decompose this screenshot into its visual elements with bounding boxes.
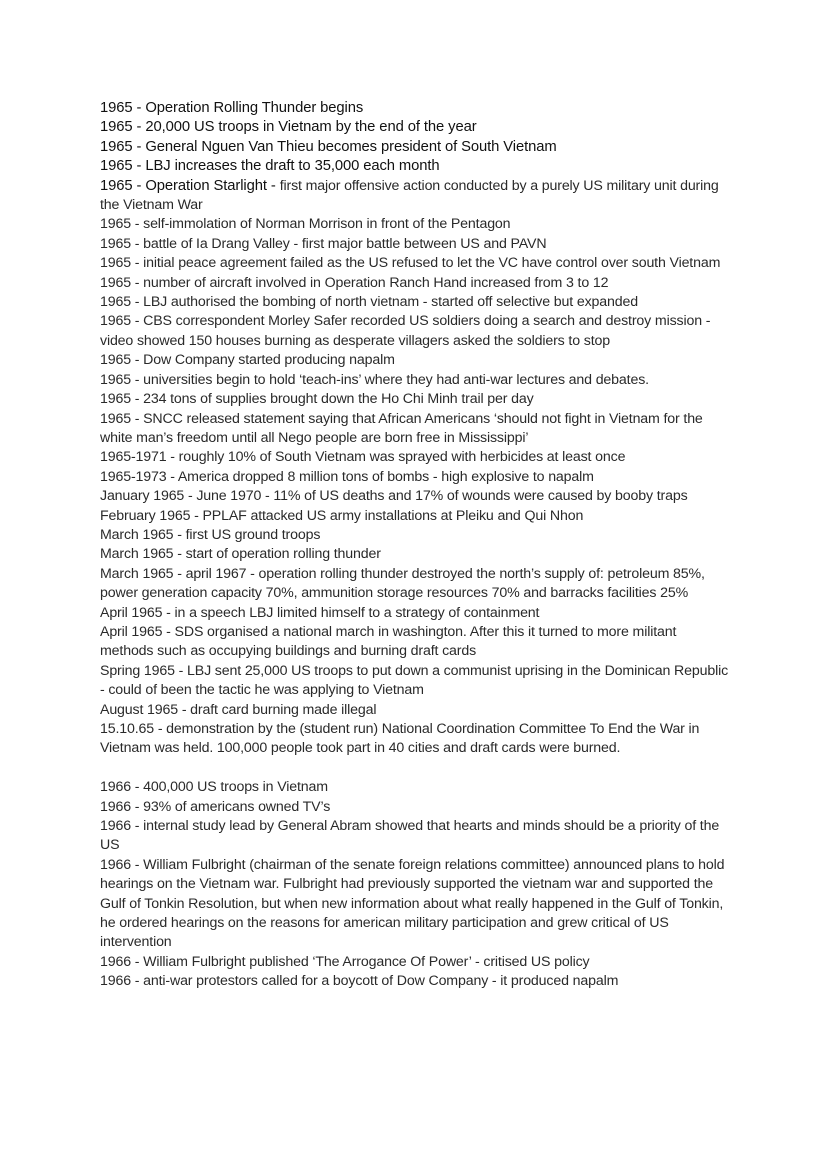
timeline-entry (100, 118, 732, 137)
timeline-entry: 1966 - 400,000 US troops in Vietnam (100, 779, 328, 796)
entry-text: first major offensive action conducted by a purely US military unit during the Vietnam War (100, 177, 719, 214)
entry-lead: 1965 - Operation Starlight - (100, 177, 280, 194)
timeline-entry: 1965 - 234 tons of supplies brought down the Ho Chi Minh trail per day (100, 391, 534, 408)
section-1965 (100, 99, 732, 759)
entry-lead: 1965 - General Nguen Van Thieu becomes president of South Vietnam (100, 138, 557, 155)
timeline-entry (100, 157, 732, 176)
timeline-entry: 1966 - anti-war protestors called for a boycott of Dow Company - it produced napalm (100, 973, 619, 990)
timeline-entry: 1965 - SNCC released statement saying that African Americans ‘should not fight in Vietnam for the white man’s freedom until all Nego people are born free in Mississippi’ (100, 410, 703, 446)
entry-lead: 1965 - LBJ increases the draft to 35,000 each month (100, 158, 440, 175)
timeline-entry: August 1965 - draft card burning made illegal (100, 701, 377, 718)
timeline-entry (100, 177, 732, 216)
timeline-entry: 1965 - number of aircraft involved in Operation Ranch Hand increased from 3 to 12 (100, 274, 609, 291)
timeline-entry: 1966 - William Fulbright published ‘The Arrogance Of Power’ - critised US policy (100, 953, 590, 970)
entry-lead: 1965 - 20,000 US troops in Vietnam by the end of the year (100, 119, 477, 136)
timeline-entry: April 1965 - in a speech LBJ limited himself to a strategy of containment (100, 604, 540, 621)
timeline-entry: 1965 - LBJ authorised the bombing of north vietnam - started off selective but expanded (100, 294, 638, 311)
timeline-entry: 1965 - self-immolation of Norman Morrison in front of the Pentagon (100, 216, 511, 233)
entry-lead: 1965 - Operation Rolling Thunder begins (100, 100, 364, 116)
timeline-entry: 1966 - 93% of americans owned TV’s (100, 798, 331, 815)
timeline-entry: 1965-1973 - America dropped 8 million tons of bombs - high explosive to napalm (100, 468, 594, 485)
timeline-entry: 1966 - William Fulbright (chairman of the senate foreign relations committee) announced plans to hold hearings on the Vietnam war. Fulbright had previously supported the vietnam war and supported the Gulf of Tonkin Resolution, but when new information about what really happened in the Gulf of Tonkin, he ordered hearings on the reasons for american military participation and grew critical of US intervention (100, 856, 725, 951)
timeline-entry: March 1965 - first US ground troops (100, 526, 321, 543)
section-1966 (100, 778, 732, 991)
document-page (100, 99, 732, 992)
timeline-entry (100, 99, 732, 118)
timeline-entry: 1965 - CBS correspondent Morley Safer recorded US soldiers doing a search and destroy mission - video showed 150 houses burning as desperate villagers asked the soldiers to stop (100, 313, 711, 349)
timeline-entry: April 1965 - SDS organised a national march in washington. After this it turned to more militant methods such as occupying buildings and burning draft cards (100, 623, 677, 660)
timeline-entry: 1965 - universities begin to hold ‘teach-ins’ where they had anti-war lectures and debates. (100, 371, 649, 388)
timeline-entry: 1965 - battle of Ia Drang Valley - first major battle between US and PAVN (100, 235, 547, 252)
timeline-entry: 1966 - internal study lead by General Abram showed that hearts and minds should be a priority of the US (100, 818, 720, 854)
timeline-entry (100, 138, 732, 157)
timeline-entry: 1965 - Dow Company started producing napalm (100, 352, 395, 369)
timeline-entry: March 1965 - april 1967 - operation rolling thunder destroyed the north’s supply of: petroleum 85%, power generation capacity 70%, ammunition storage resources 70% and barracks facilities 25% (100, 565, 705, 602)
timeline-entry: March 1965 - start of operation rolling thunder (100, 546, 381, 563)
timeline-entry: February 1965 - PPLAF attacked US army installations at Pleiku and Qui Nhon (100, 507, 584, 524)
section-spacer (100, 759, 732, 778)
timeline-entry: Spring 1965 - LBJ sent 25,000 US troops to put down a communist uprising in the Dominican Republic - could of been the tactic he was applying to Vietnam (100, 662, 729, 699)
timeline-entry: 15.10.65 - demonstration by the (student run) National Coordination Committee To End the War in Vietnam was held. 100,000 people took part in 40 cities and draft cards were burned. (100, 721, 700, 757)
timeline-entry: January 1965 - June 1970 - 11% of US deaths and 17% of wounds were caused by booby traps (100, 488, 688, 505)
timeline-entry: 1965-1971 - roughly 10% of South Vietnam was sprayed with herbicides at least once (100, 449, 626, 466)
timeline-entry: 1965 - initial peace agreement failed as the US refused to let the VC have control over south Vietnam (100, 255, 721, 272)
